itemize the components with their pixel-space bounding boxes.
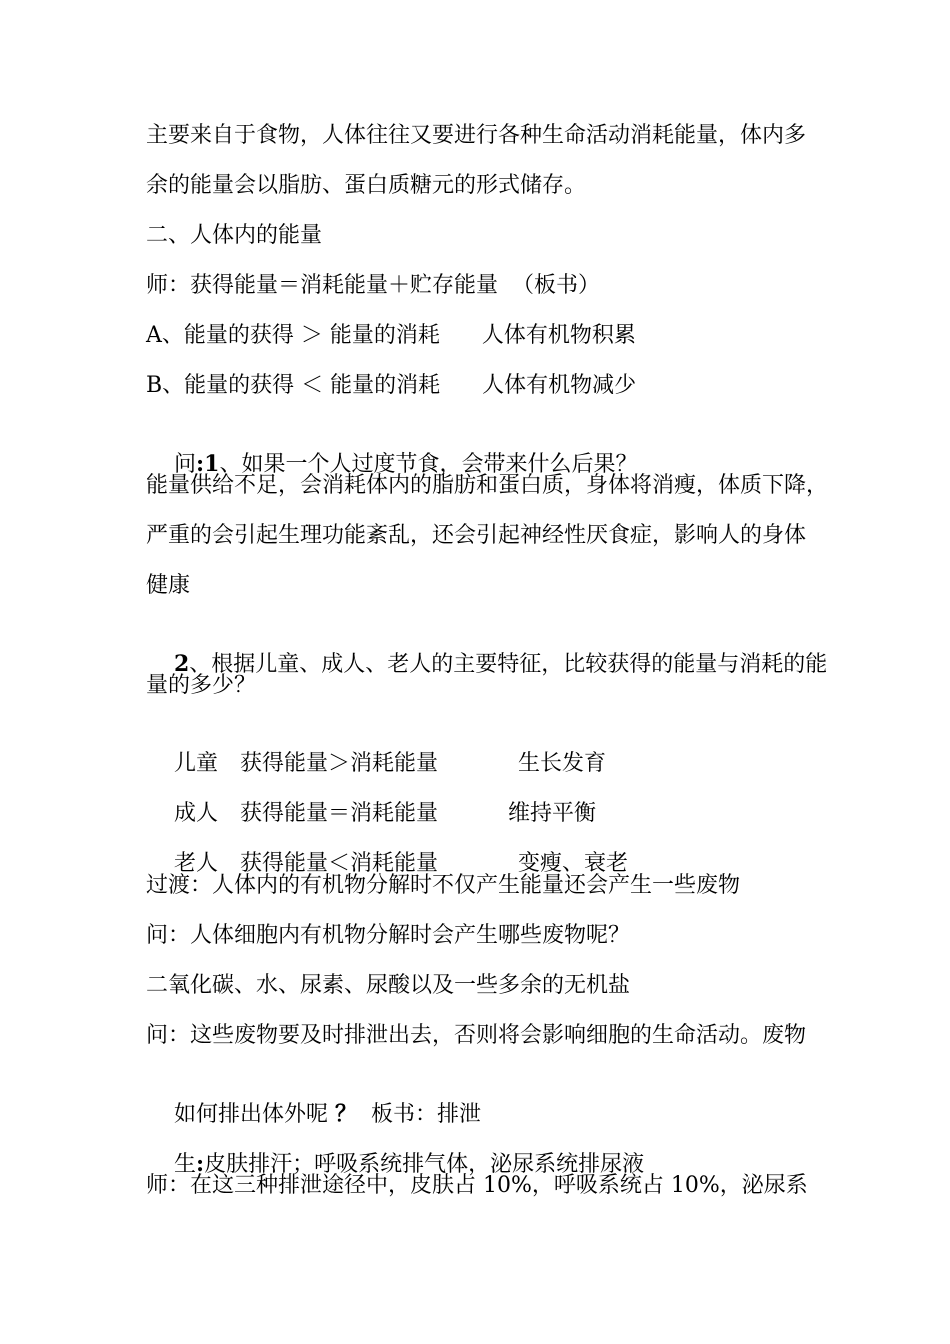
group-label: 成人 xyxy=(173,801,218,826)
question-line: 问：这些废物要及时排泄出去，否则将会影响细胞的生命活动。废物 xyxy=(146,1023,807,1048)
group-label: 老人 xyxy=(173,851,218,876)
question-prefix: 问 xyxy=(173,452,196,477)
question-2-line xyxy=(146,622,828,677)
answer-line: 能量供给不足，会消耗体内的脂肪和蛋白质，身体将消瘦，体质下降， xyxy=(146,473,829,498)
teacher-line: 师：获得能量＝消耗能量＋贮存能量 （板书） xyxy=(146,273,600,298)
question-text: 、根据儿童、成人、老人的主要特征，比较获得的能量与消耗的能 xyxy=(189,652,828,677)
transition-line: 过渡：人体内的有机物分解时不仅产生能量还会产生一些废物 xyxy=(146,873,741,898)
case-b-line: B、能量的获得 ＜ 能量的消耗 人体有机物减少 xyxy=(146,373,637,398)
question-text: 如何排出体外呢 xyxy=(173,1102,335,1127)
energy-relation: 获得能量＞消耗能量 xyxy=(239,751,438,776)
energy-relation: 获得能量＝消耗能量 xyxy=(239,801,438,826)
paragraph-line: 余的能量会以脂肪、蛋白质糖元的形式储存。 xyxy=(146,173,587,198)
student-line xyxy=(146,1122,645,1177)
section-heading: 二、人体内的能量 xyxy=(146,223,323,248)
teacher-line: 师：在这三种排泄途径中，皮肤占 10%，呼吸系统占 10%，泌尿系 xyxy=(146,1173,808,1198)
comparison-row-children xyxy=(146,722,606,776)
outcome: 维持平衡 xyxy=(507,801,596,826)
outcome: 变瘦、衰老 xyxy=(517,851,628,876)
speaker-colon: : xyxy=(196,1151,205,1177)
outcome: 生长发育 xyxy=(517,751,606,776)
case-a-line: A、能量的获得 ＞ 能量的消耗 人体有机物积累 xyxy=(146,323,636,348)
question-continuation xyxy=(146,1072,481,1127)
comparison-row-adults xyxy=(146,772,596,826)
paragraph-line: 主要来自于食物，人体往往又要进行各种生命活动消耗能量，体内多 xyxy=(146,123,807,148)
question-line: 问：人体细胞内有机物分解时会产生哪些废物呢？ xyxy=(146,923,631,948)
student-answer: 皮肤排汗；呼吸系统排气体，泌尿系统排尿液 xyxy=(204,1152,645,1177)
speaker-label: 生 xyxy=(173,1152,196,1177)
question-1-line xyxy=(146,422,638,477)
question-number: 2 xyxy=(173,651,190,677)
question-text: 、如果一个人过度节食，会带来什么后果？ xyxy=(219,452,638,477)
answer-line: 严重的会引起生理功能紊乱，还会引起神经性厌食症，影响人的身体 xyxy=(146,523,807,548)
group-label: 儿童 xyxy=(173,751,218,776)
energy-relation: 获得能量＜消耗能量 xyxy=(239,851,438,876)
question-number: :1 xyxy=(196,451,220,477)
question-2-continuation: 量的多少？ xyxy=(146,673,257,698)
board-note: 板书：排泄 xyxy=(357,1102,481,1127)
answer-line: 二氧化碳、水、尿素、尿酸以及一些多余的无机盐 xyxy=(146,973,631,998)
question-mark: ？ xyxy=(334,1101,357,1127)
comparison-row-elderly xyxy=(146,822,628,876)
answer-line: 健康 xyxy=(146,573,191,598)
